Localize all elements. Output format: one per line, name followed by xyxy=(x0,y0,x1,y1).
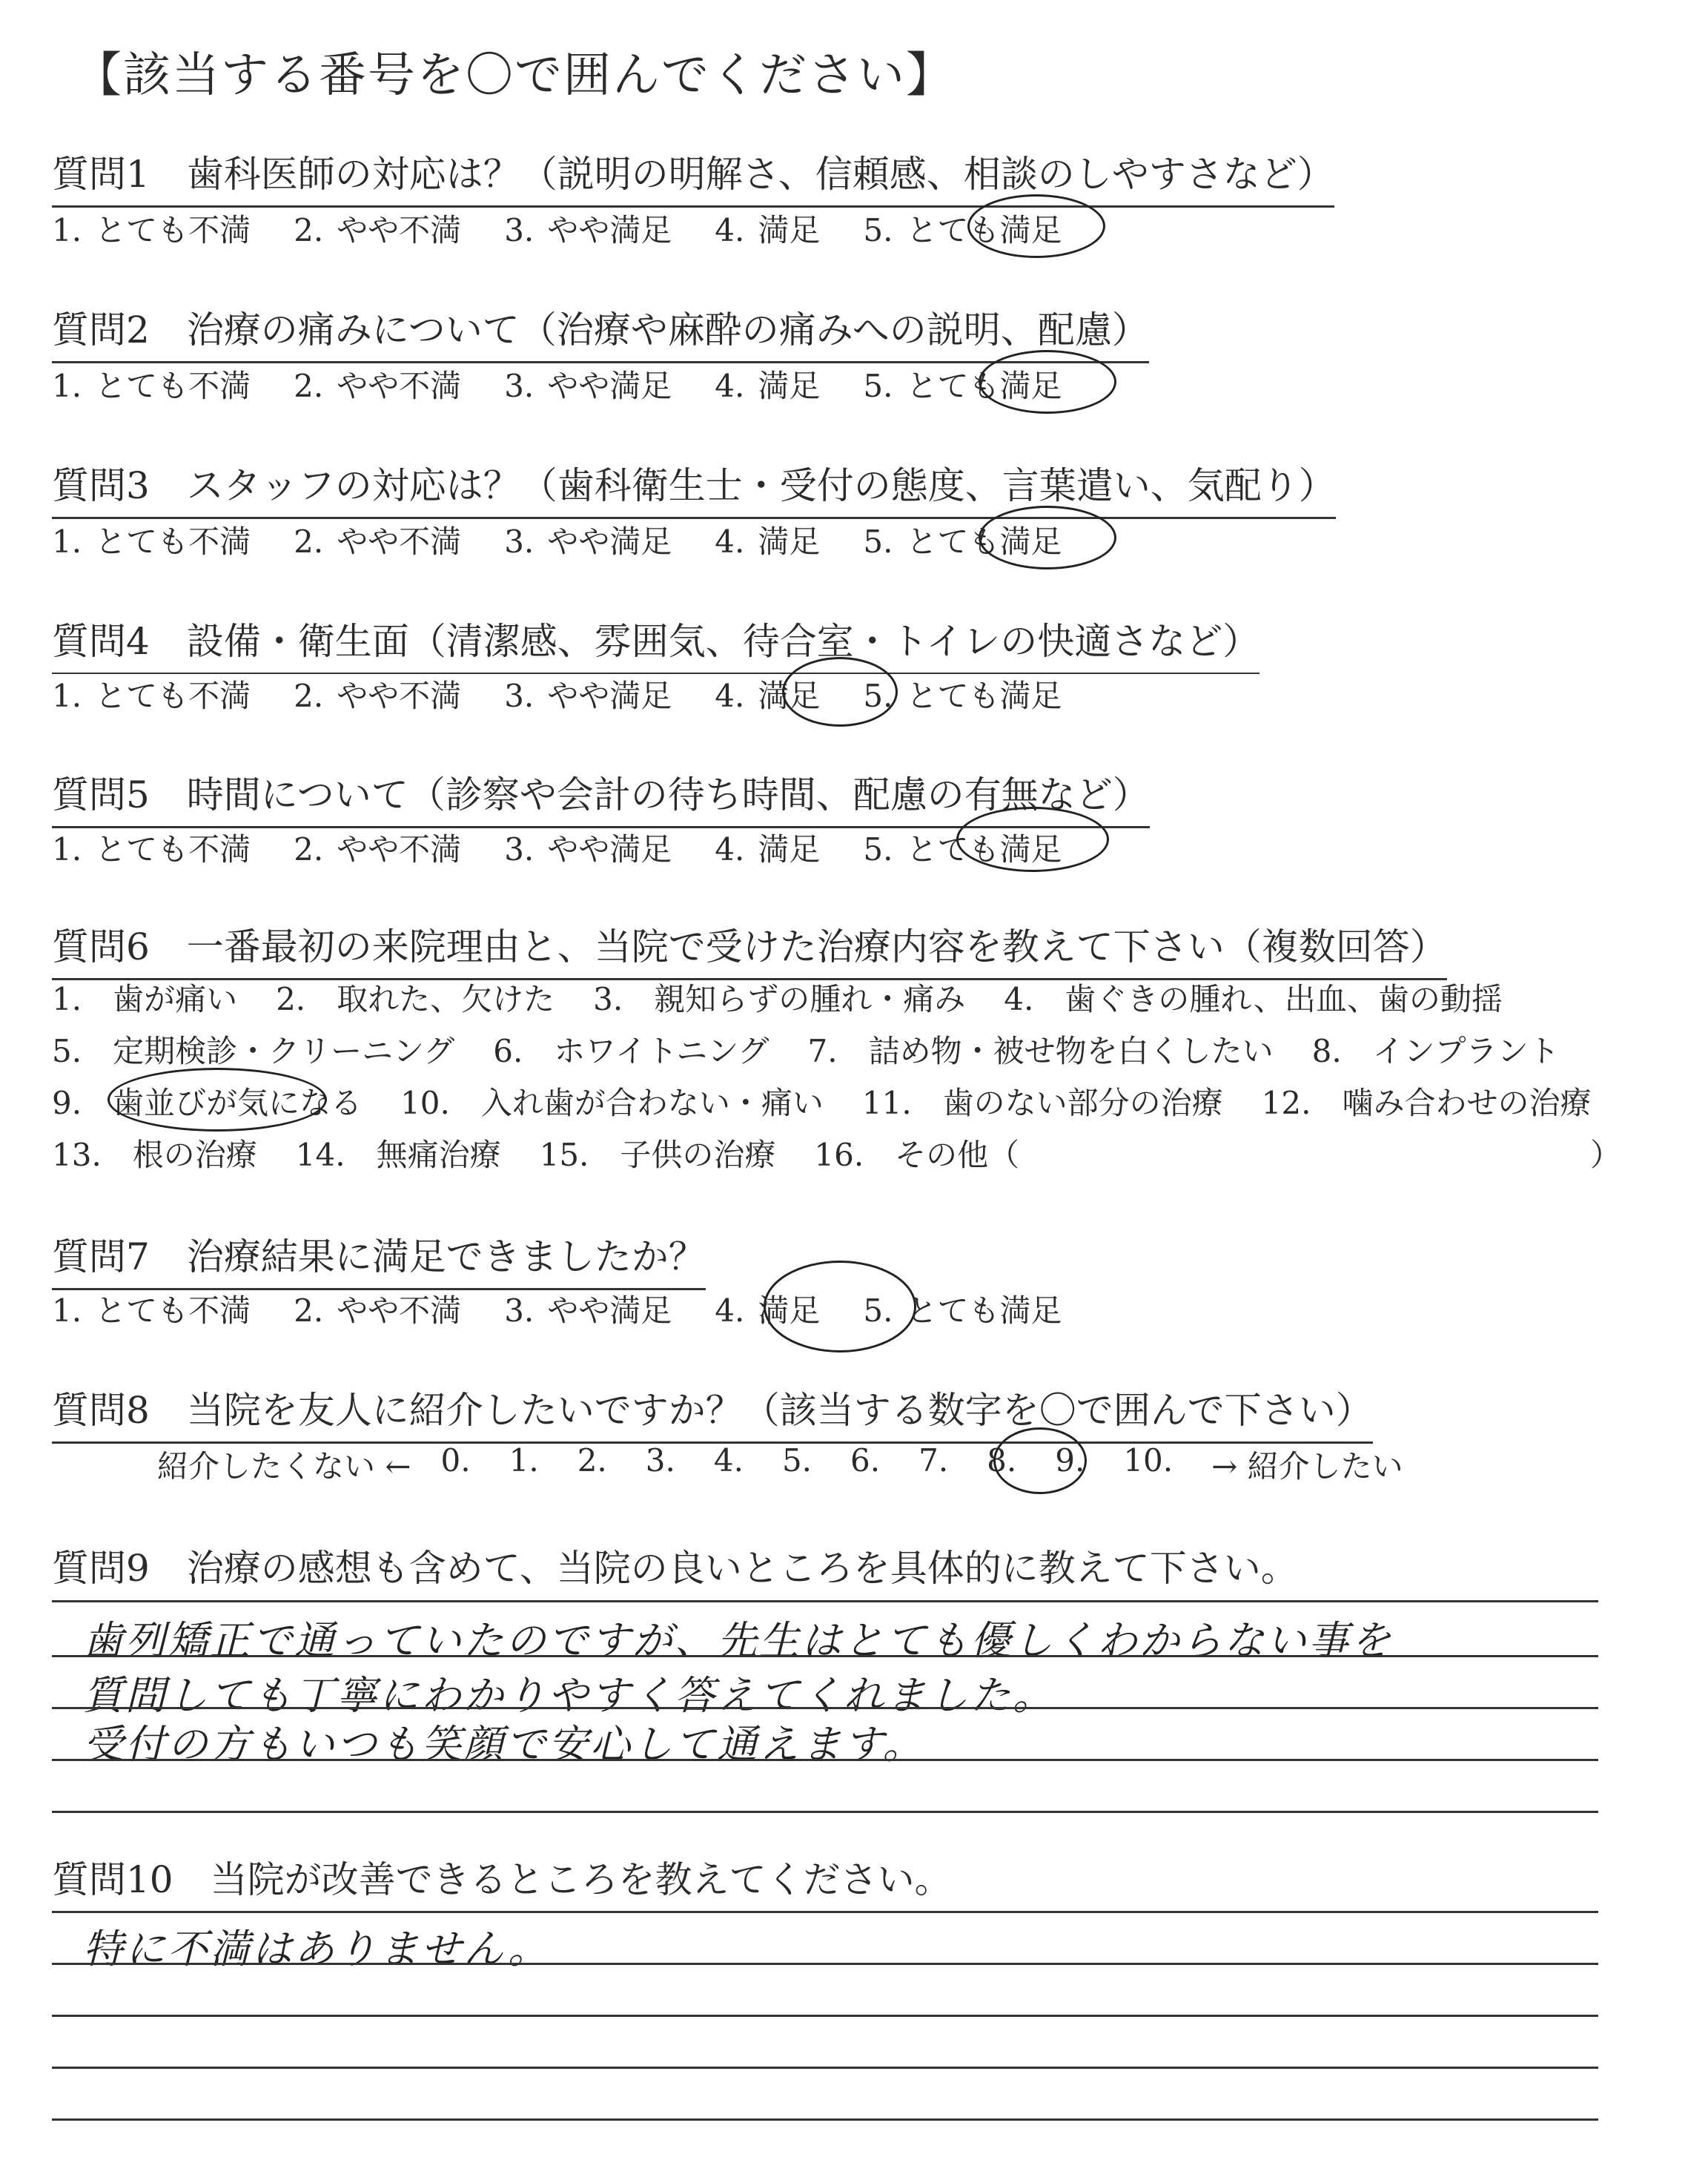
q5-options xyxy=(52,825,1105,870)
q6-row-1 xyxy=(52,975,1541,1020)
q3-option-4[interactable]: 4. 満足 xyxy=(715,524,821,560)
q6-option-9[interactable]: 9. 歯並びが気になる xyxy=(52,1085,363,1121)
q6-option-15[interactable]: 15. 子供の治療 xyxy=(539,1137,776,1173)
q8-selection-circle xyxy=(993,1427,1087,1494)
q6-selection-circle xyxy=(107,1068,327,1132)
q5-title: 質問5 時間について（診察や会計の待ち時間、配慮の有無など） xyxy=(52,765,1150,828)
q2-selection-circle xyxy=(979,350,1116,414)
q1-option-5[interactable]: 5. とても満足 xyxy=(863,212,1062,248)
q8-option-3[interactable]: 3. xyxy=(645,1442,675,1479)
q6-option-3[interactable]: 3. 親知らずの腫れ・痛み xyxy=(593,981,966,1017)
q9-answer-line-2: 質問しても丁寧にわかりやすく答えてくれました。 xyxy=(83,1672,1055,1719)
q10-answer-rule-3 xyxy=(52,2015,1598,2017)
q1-selection-circle xyxy=(967,194,1105,258)
q8-option-10[interactable]: 10. xyxy=(1123,1442,1174,1479)
q8-left-label: 紹介したくない ← xyxy=(157,1448,411,1484)
q6-option-14[interactable]: 14. 無痛治療 xyxy=(295,1137,501,1173)
q6-option-8[interactable]: 8. インプラント xyxy=(1311,1033,1560,1069)
q1-option-4[interactable]: 4. 満足 xyxy=(715,212,821,248)
q8-option-5[interactable]: 5. xyxy=(781,1442,812,1479)
q3-title: 質問3 スタッフの対応は？（歯科衛生士・受付の態度、言葉遣い、気配り） xyxy=(52,456,1336,519)
q6-option-2[interactable]: 2. 取れた、欠けた xyxy=(276,981,555,1017)
q4-option-5[interactable]: 5. とても満足 xyxy=(863,678,1062,714)
q8-option-6[interactable]: 6. xyxy=(850,1442,881,1479)
q5-option-4[interactable]: 4. 満足 xyxy=(715,831,821,868)
q4-option-4[interactable]: 4. 満足 xyxy=(715,678,821,714)
q2-option-2[interactable]: 2. やや不満 xyxy=(294,368,462,404)
q1-option-3[interactable]: 3. やや満足 xyxy=(504,212,672,248)
q9-answer-line-1: 歯列矯正で通っていたのですが、先生はとても優しくわからない事を xyxy=(83,1617,1393,1664)
q8-option-0[interactable]: 0. xyxy=(440,1442,471,1479)
q8-option-4[interactable]: 4. xyxy=(713,1442,744,1479)
q6-option-7[interactable]: 7. 詰め物・被せ物を白くしたい xyxy=(807,1033,1274,1069)
q8-title: 質問8 当院を友人に紹介したいですか？（該当する数字を〇で囲んで下さい） xyxy=(52,1381,1373,1444)
q1-option-1[interactable]: 1. とても不満 xyxy=(52,212,251,248)
q3-option-1[interactable]: 1. とても不満 xyxy=(52,524,251,560)
q2-options xyxy=(52,362,1105,406)
q5-option-3[interactable]: 3. やや満足 xyxy=(504,831,672,868)
q6-option-5[interactable]: 5. 定期検診・クリーニング xyxy=(52,1033,455,1069)
q6-other-close-paren: ） xyxy=(1590,1137,1622,1173)
q10-answer-rule-2 xyxy=(52,1963,1598,1965)
q7-title: 質問7 治療結果に満足できましたか？ xyxy=(52,1227,706,1290)
q10-answer-rule-1 xyxy=(52,1911,1598,1913)
q9-answer-rule-4 xyxy=(52,1759,1598,1761)
q9-title: 質問9 治療の感想も含めて、当院の良いところを具体的に教えて下さい。 xyxy=(52,1547,1298,1590)
q10-title: 質問10 当院が改善できるところを教えてください。 xyxy=(52,1858,952,1901)
q4-option-3[interactable]: 3. やや満足 xyxy=(504,678,672,714)
q4-options xyxy=(52,672,1105,716)
q10-answer-line-1: 特に不満はありません。 xyxy=(83,1926,551,1972)
q2-option-4[interactable]: 4. 満足 xyxy=(715,368,821,404)
q9-answer-rule-2 xyxy=(52,1655,1598,1657)
q6-row-4 xyxy=(52,1131,1058,1175)
q6-option-4[interactable]: 4. 歯ぐきの腫れ、出血、歯の動揺 xyxy=(1004,981,1503,1017)
q5-option-2[interactable]: 2. やや不満 xyxy=(294,831,462,868)
q7-option-5[interactable]: 5. とても満足 xyxy=(863,1292,1062,1329)
q6-option-12[interactable]: 12. 噛み合わせの治療 xyxy=(1261,1085,1592,1121)
q3-option-2[interactable]: 2. やや不満 xyxy=(294,524,462,560)
q8-option-8[interactable]: 8. xyxy=(987,1442,1017,1479)
q9-answer-rule-5 xyxy=(52,1811,1598,1813)
q7-option-2[interactable]: 2. やや不満 xyxy=(294,1292,462,1329)
q7-option-3[interactable]: 3. やや満足 xyxy=(504,1292,672,1329)
q7-options xyxy=(52,1287,1105,1331)
q10-answer-rule-5 xyxy=(52,2118,1598,2121)
q4-option-1[interactable]: 1. とても不満 xyxy=(52,678,251,714)
q7-selection-circle xyxy=(764,1261,916,1353)
q6-option-11[interactable]: 11. 歯のない部分の治療 xyxy=(861,1085,1223,1121)
q9-answer-rule-3 xyxy=(52,1707,1598,1709)
q8-option-9[interactable]: 9. xyxy=(1055,1442,1085,1479)
q1-option-2[interactable]: 2. やや不満 xyxy=(294,212,462,248)
q8-right-label: → 紹介したい xyxy=(1211,1448,1403,1484)
q8-option-2[interactable]: 2. xyxy=(577,1442,607,1479)
page-header: 【該当する番号を〇で囲んでください】 xyxy=(74,48,955,103)
q6-option-16[interactable]: 16. その他（ xyxy=(814,1137,1020,1173)
q5-selection-circle xyxy=(956,807,1109,872)
q4-title: 質問4 設備・衛生面（清潔感、雰囲気、待合室・トイレの快適さなど） xyxy=(52,612,1260,674)
q2-option-5[interactable]: 5. とても満足 xyxy=(863,368,1062,404)
q8-scale xyxy=(157,1442,1403,1487)
q6-option-13[interactable]: 13. 根の治療 xyxy=(52,1137,257,1173)
q9-answer-line-3: 受付の方もいつも笑顔で安心して通えます。 xyxy=(83,1721,925,1768)
q10-answer-rule-4 xyxy=(52,2067,1598,2069)
q4-selection-circle xyxy=(782,657,898,727)
q3-option-5[interactable]: 5. とても満足 xyxy=(863,524,1062,560)
q2-option-3[interactable]: 3. やや満足 xyxy=(504,368,672,404)
q3-selection-circle xyxy=(979,506,1116,569)
q4-option-2[interactable]: 2. やや不満 xyxy=(294,678,462,714)
q6-option-10[interactable]: 10. 入れ歯が合わない・痛い xyxy=(400,1085,824,1121)
q5-option-1[interactable]: 1. とても不満 xyxy=(52,831,251,868)
q6-option-6[interactable]: 6. ホワイトニング xyxy=(493,1033,769,1069)
q2-option-1[interactable]: 1. とても不満 xyxy=(52,368,251,404)
q1-options xyxy=(52,206,1105,251)
q8-option-7[interactable]: 7. xyxy=(918,1442,949,1479)
q7-option-4[interactable]: 4. 満足 xyxy=(715,1292,821,1329)
q2-title: 質問2 治療の痛みについて（治療や麻酔の痛みへの説明、配慮） xyxy=(52,300,1149,363)
q6-title: 質問6 一番最初の来院理由と、当院で受けた治療内容を教えて下さい（複数回答） xyxy=(52,917,1447,980)
q3-options xyxy=(52,518,1105,562)
q6-option-1[interactable]: 1. 歯が痛い xyxy=(52,981,238,1017)
q3-option-3[interactable]: 3. やや満足 xyxy=(504,524,672,560)
q8-option-1[interactable]: 1. xyxy=(509,1442,539,1479)
q6-row-2 xyxy=(52,1027,1598,1071)
q5-option-5[interactable]: 5. とても満足 xyxy=(863,831,1062,868)
q9-answer-rule-1 xyxy=(52,1600,1598,1602)
q1-title: 質問1 歯科医師の対応は？（説明の明解さ、信頼感、相談のしやすさなど） xyxy=(52,145,1334,208)
q7-option-1[interactable]: 1. とても不満 xyxy=(52,1292,251,1329)
